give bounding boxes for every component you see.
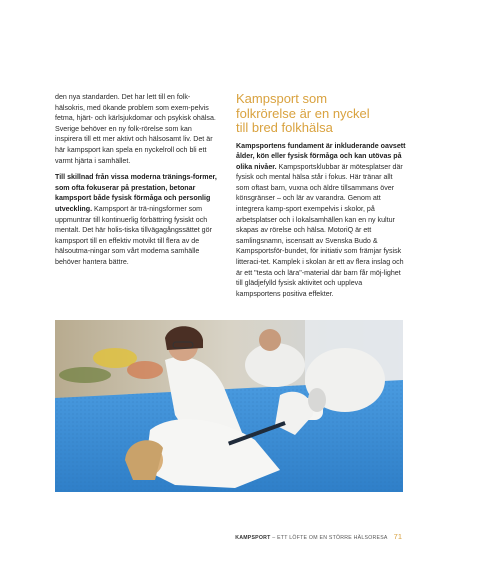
- heading-line: Kampsport som: [236, 91, 328, 106]
- paragraph-intro: den nya standarden. Det har lett till en folk-hälsokris, med ökande problem som exem-pelvis fetma, hjärt- och kärlsjukdomar och psykisk ohälsa. Sverige behöver en ny folk-rörelse som kan inspirera till ett mer aktivt och hälsosamt liv. Det är här kampsport kan spela en nyckelroll och bli ett varmt hjärta i samhället.: [55, 93, 216, 165]
- footer-tagline: – ETT LÖFTE OM EN STÖRRE HÄLSORESA: [270, 535, 388, 541]
- right-column: [236, 92, 406, 305]
- heading-line: folkrörelse är en nyckel: [236, 105, 370, 121]
- photo-children-martial-arts: [55, 320, 403, 492]
- paragraph-body: Kampsportsklubbar är mötesplatser där fysisk och mental hälsa står i fokus. Här tränar allt som oftast barn, vuxna och äldre tillsammans över könsgränser – och lär av varandra. Genom att integrera kamp-sport exempelvis i skolor, på arbetsplatser och i lokalsamhällen kan en ny kultur skapas av rörelse och hälsa. MotoriQ är ett samlingsnamn, iscensatt av Svenska Budo & Kampsportsför-bundet, för initiativ som främjar fysisk litteraci-tet. Kamplek i skolan är ett av flera inslag och är ett "testa och lära"-material där barn får möj-lighet till glädjefylld fysisk aktivitet och uppleva kampsportens positiva effekter.: [236, 162, 404, 298]
- paragraph-lead-bold: Kampsportens fundament är inkluderande oavsett ålder, kön eller fysisk förmåga och kan utövas på olika nivåer.: [236, 141, 406, 171]
- paragraph-holistic: [55, 172, 220, 267]
- paragraph-foundation: [236, 141, 406, 300]
- section-heading: [236, 92, 406, 136]
- paragraph-lead-bold: Till skillnad från vissa moderna tränings-former, som ofta fokuserar på prestation, betonar kampsport både fysisk förmåga och personlig utveckling.: [55, 173, 217, 213]
- left-column: [55, 92, 220, 274]
- heading-line: till bred folkhälsa: [236, 120, 333, 135]
- paragraph-body: Kampsport är trä-ningsformer som uppmuntrar till kontinuerlig förbättring fysiskt och mentalt. Det här holis-tiska tillvägagångssättet gör kampsport till en effektiv motvikt till flera av de hälsoutma-ningar som vårt moderna samhälle behöver hantera bättre.: [55, 204, 212, 266]
- footer-section: KAMPSPORT: [235, 535, 271, 541]
- page-number: 71: [393, 532, 402, 541]
- page-footer: [235, 532, 402, 541]
